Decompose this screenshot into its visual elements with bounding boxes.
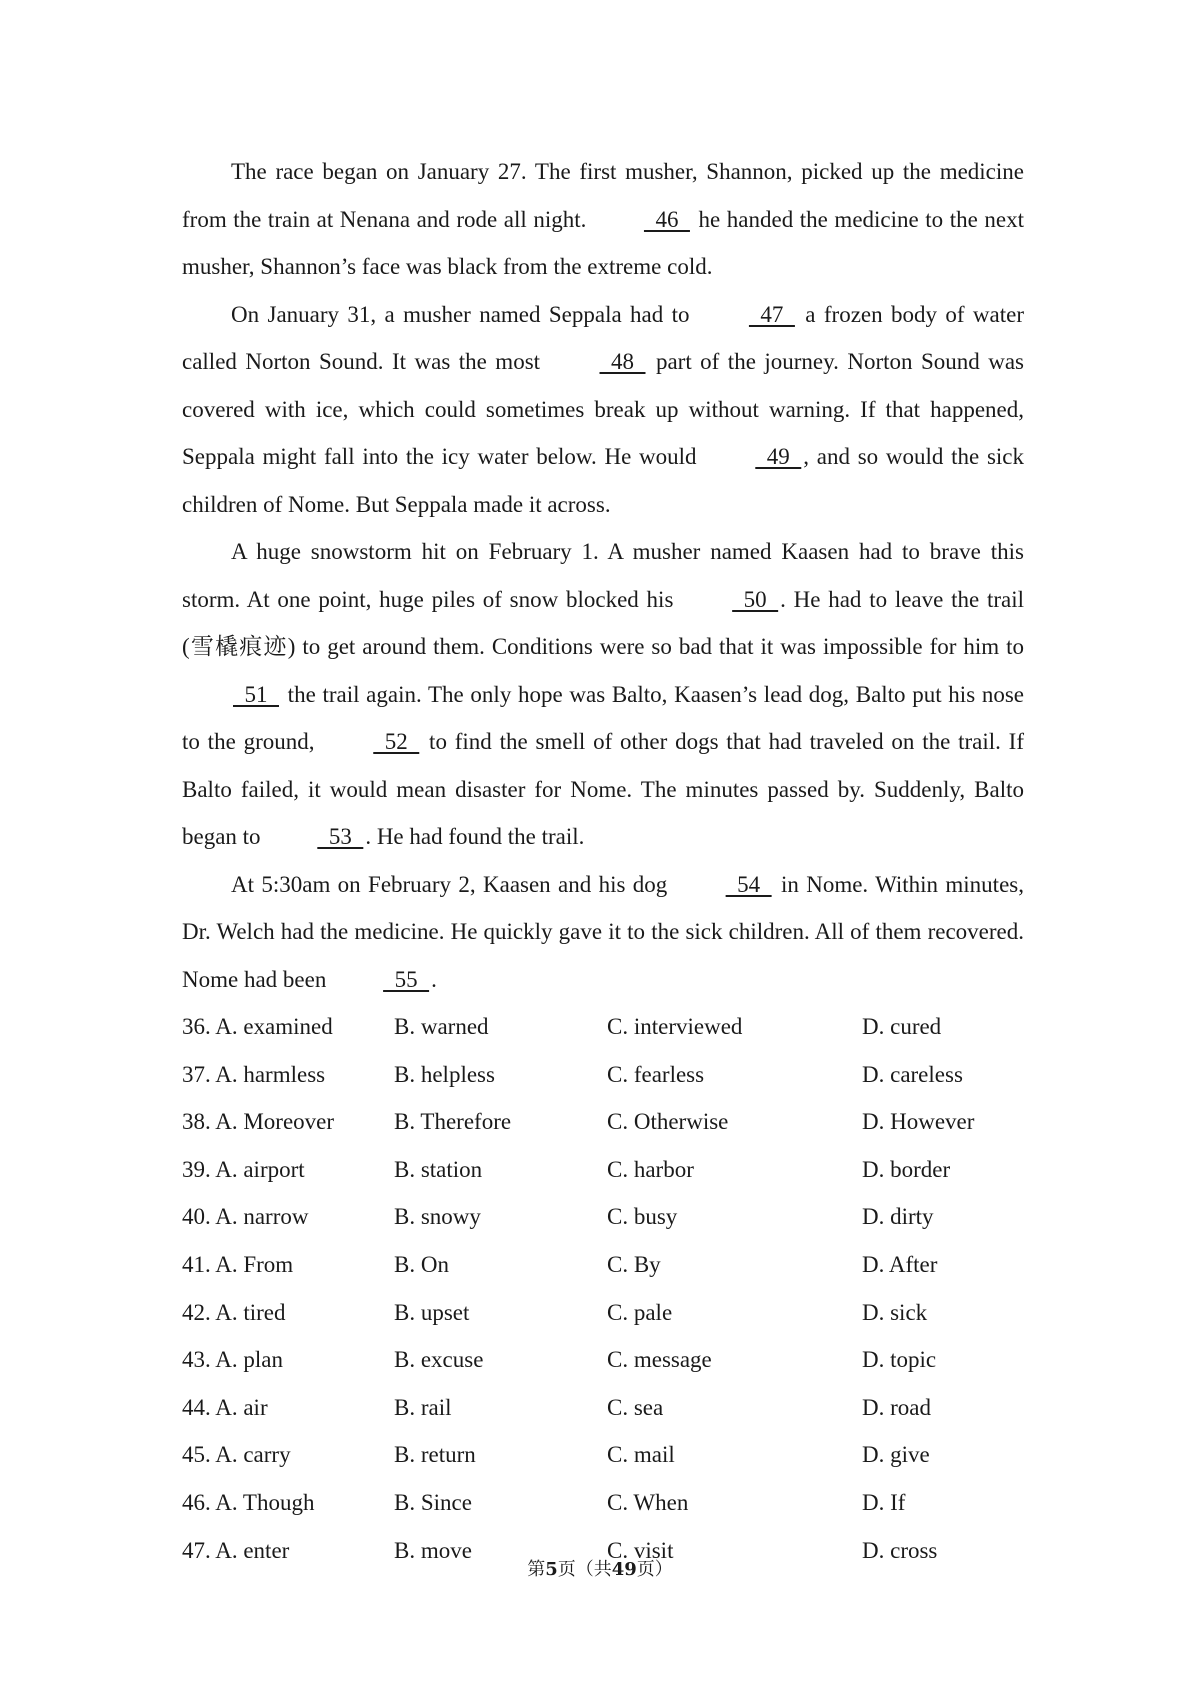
option-b: B. On [394,1251,449,1277]
question-row [182,1146,1042,1194]
blank-number: 50 [732,586,779,612]
option-c: C. When [607,1489,689,1515]
option-b: B. excuse [394,1347,484,1373]
blank-number: 49 [755,444,802,469]
blank-number: 51 [233,681,279,707]
cloze-passage [182,148,1024,1003]
option-d: D. careless [862,1061,963,1087]
option-b: B. Since [394,1489,472,1515]
option-c: C. fearless [607,1061,705,1087]
question-row [182,1193,1042,1241]
blank-number: 53 [317,824,364,849]
option-c: C. visit [607,1537,674,1563]
option-d: D. dirty [862,1204,934,1230]
passage-text: in Nome. Within minutes, Dr. Welch had the medicine. He quickly gave it to the sick children. All of them recovered. Nome had been [182,871,1024,992]
option-d: D. However [862,1109,975,1135]
option-c: C. message [607,1347,712,1373]
footer-suffix: 页） [636,1559,673,1580]
passage-text: At 5:30am on February 2, Kaasen and his dog [231,871,675,897]
blank-number: 52 [373,729,420,754]
blank-number: 54 [725,871,772,897]
passage-text: part of the journey. Norton Sound was covered with ice, which could sometimes break up without warning. If that happened, Seppala might fall into the icy water below. He would [182,349,1024,469]
option-a: 46. A. Though [182,1489,315,1515]
current-page-number: 5 [545,1559,558,1580]
option-d: D. sick [862,1299,928,1325]
blank-number: 46 [643,206,690,232]
option-c: C. mail [607,1442,675,1468]
question-row [182,1384,1042,1432]
answer-options-list [182,1003,1042,1574]
option-b: B. warned [394,1014,489,1039]
passage-paragraph [182,528,1024,861]
blank-number: 48 [599,349,646,374]
option-c: C. By [607,1251,661,1277]
option-c: C. Otherwise [607,1109,729,1135]
option-c: C. harbor [607,1156,694,1182]
passage-text: to find the smell of other dogs that had traveled on the trail. If Balto failed, it would mean disaster for Nome. The minutes passed by. Suddenly, Balto began to [182,729,1024,849]
footer-middle: 页（共 [557,1559,612,1580]
option-a: 45. A. carry [182,1442,291,1468]
option-c: C. pale [607,1299,673,1325]
option-a: 38. A. Moreover [182,1109,335,1135]
passage-text: a frozen body of water called Norton Sound. It was the most [182,301,1024,374]
option-a: 47. A. enter [182,1537,290,1563]
option-b: B. helpless [394,1061,495,1087]
passage-paragraph [182,291,1024,529]
option-a: 40. A. narrow [182,1204,309,1230]
option-d: D. After [862,1251,938,1277]
blank-number: 55 [383,966,430,992]
blank-number: 47 [748,301,795,327]
option-d: D. road [862,1394,931,1420]
option-d: D. cross [862,1537,938,1563]
passage-text: The race began on January 27. The first musher, Shannon, picked up the medicine from the train at Nenana and rode all night. [182,159,1024,232]
option-a: 42. A. tired [182,1299,286,1325]
passage-text: . He had to leave the trail (雪橇痕迹) to get around them. Conditions were so bad that it was impossible for him to [182,586,1024,659]
passage-paragraph [182,861,1024,1004]
total-page-count: 49 [611,1559,637,1580]
option-b: B. snowy [394,1204,481,1230]
option-d: D. cured [862,1014,942,1039]
passage-paragraph [182,148,1024,291]
option-a: 36. A. examined [182,1014,333,1039]
option-a: 41. A. From [182,1251,294,1277]
page-footer [0,1555,1200,1581]
option-a: 37. A. harmless [182,1061,326,1087]
question-row [182,1098,1042,1146]
passage-text: the trail again. The only hope was Balto, Kaasen’s lead dog, Balto put his nose to the ground, [182,681,1024,754]
passage-text: , and so would the sick children of Nome. But Seppala made it across. [182,444,1024,517]
option-d: D. If [862,1489,906,1515]
question-row [182,1003,1042,1051]
option-d: D. topic [862,1347,937,1373]
question-row [182,1479,1042,1527]
question-row [182,1336,1042,1384]
option-b: B. rail [394,1394,452,1420]
option-a: 39. A. airport [182,1156,305,1182]
question-row [182,1051,1042,1099]
passage-text: . He had found the trail. [365,824,585,849]
question-row [182,1241,1042,1289]
option-d: D. border [862,1156,951,1182]
passage-text: On January 31, a musher named Seppala had to [231,301,698,327]
option-b: B. upset [394,1299,470,1325]
option-b: B. move [394,1537,472,1563]
passage-text: he handed the medicine to the next musher, Shannon’s face was black from the extreme cold. [182,206,1024,279]
passage-text: . [431,966,437,992]
option-c: C. interviewed [607,1014,743,1039]
option-a: 44. A. air [182,1394,268,1420]
option-b: B. Therefore [394,1109,512,1135]
footer-prefix: 第 [527,1559,546,1580]
question-row [182,1431,1042,1479]
question-row [182,1289,1042,1337]
passage-text: A huge snowstorm hit on February 1. A musher named Kaasen had to brave this storm. At one point, huge piles of snow blocked his [182,539,1024,612]
option-b: B. return [394,1442,476,1468]
option-d: D. give [862,1442,930,1468]
option-c: C. sea [607,1394,664,1420]
option-c: C. busy [607,1204,678,1230]
option-a: 43. A. plan [182,1347,283,1373]
option-b: B. station [394,1156,483,1182]
